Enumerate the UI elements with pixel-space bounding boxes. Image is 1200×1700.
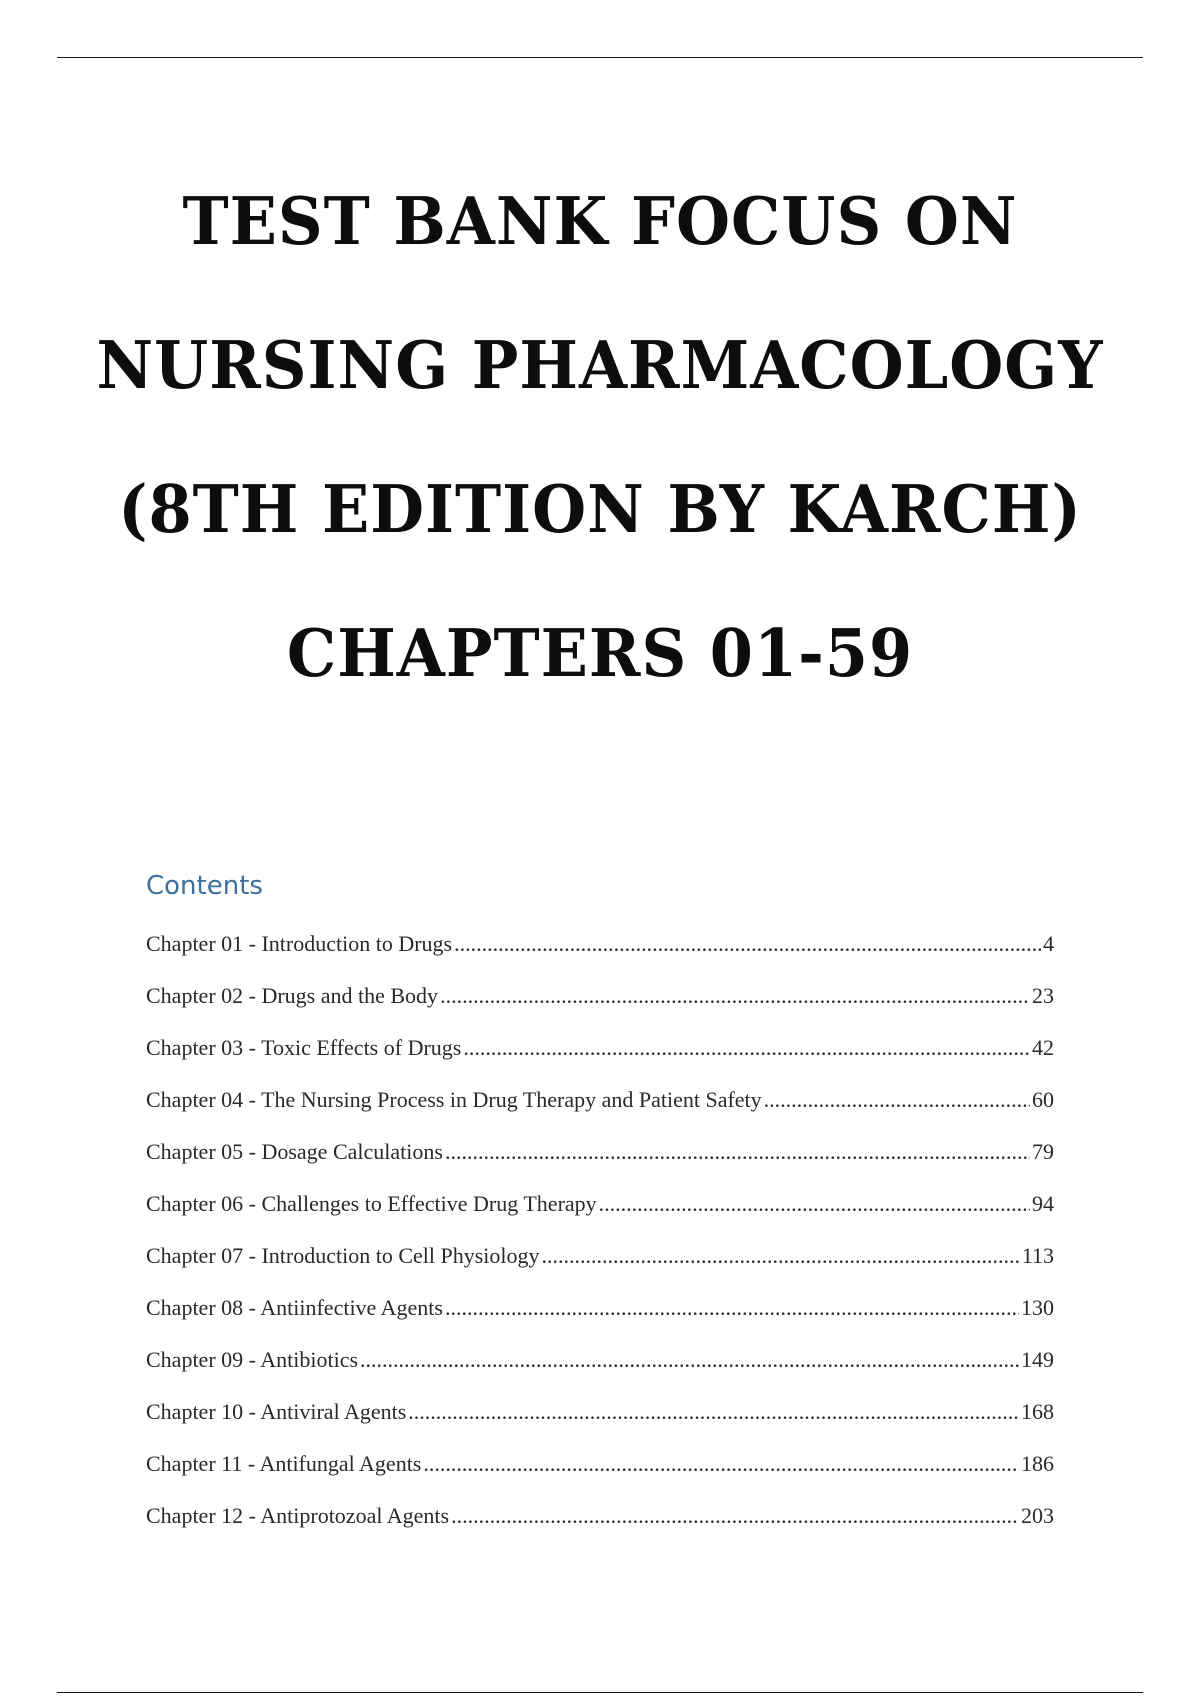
toc-entry-chapter-03[interactable] [146,1022,1054,1074]
toc-entry-label: Chapter 11 - Antifungal Agents [146,1451,422,1476]
title-line-4: CHAPTERS 01-59 [286,615,914,692]
toc-dot-leader [440,970,1030,1022]
toc-entry-chapter-04[interactable] [146,1074,1054,1126]
toc-entry-page: 94 [1032,1191,1054,1216]
toc-entry-label: Chapter 01 - Introduction to Drugs [146,931,453,956]
toc-entry-page: 23 [1032,983,1054,1008]
toc-entry-chapter-07[interactable] [146,1230,1054,1282]
toc-entry-chapter-09[interactable] [146,1334,1054,1386]
toc-dot-leader [445,1126,1030,1178]
toc-dot-leader [542,1230,1020,1282]
toc-entry-page: 130 [1021,1295,1054,1320]
toc-entry-chapter-11[interactable] [146,1438,1054,1490]
toc-entry-chapter-02[interactable] [146,970,1054,1022]
table-of-contents [146,868,1054,1542]
toc-entry-page: 186 [1021,1451,1054,1476]
header-rule [57,57,1143,58]
toc-dot-leader [764,1074,1030,1126]
toc-entry-page: 42 [1032,1035,1054,1060]
toc-entry-page: 113 [1021,1243,1054,1268]
title-line-1: TEST BANK FOCUS ON [182,183,1018,260]
toc-entry-label: Chapter 12 - Antiprotozoal Agents [146,1503,450,1528]
toc-entry-page: 60 [1032,1087,1054,1112]
toc-dot-leader [445,1282,1019,1334]
toc-entry-label: Chapter 03 - Toxic Effects of Drugs [146,1035,462,1060]
toc-entry-chapter-01[interactable] [146,918,1054,970]
toc-entry-label: Chapter 06 - Challenges to Effective Drug Therapy [146,1191,597,1216]
toc-entry-label: Chapter 02 - Drugs and the Body [146,983,439,1008]
document-title [0,150,1200,726]
toc-entry-chapter-10[interactable] [146,1386,1054,1438]
toc-entry-label: Chapter 05 - Dosage Calculations [146,1139,443,1164]
toc-entry-chapter-05[interactable] [146,1126,1054,1178]
toc-entry-label: Chapter 08 - Antiinfective Agents [146,1295,443,1320]
toc-entry-page: 203 [1021,1503,1054,1528]
toc-entry-chapter-06[interactable] [146,1178,1054,1230]
toc-dot-leader [599,1178,1030,1230]
toc-entry-chapter-12[interactable] [146,1490,1054,1542]
toc-dot-leader [408,1386,1019,1438]
toc-entry-chapter-08[interactable] [146,1282,1054,1334]
toc-entry-label: Chapter 09 - Antibiotics [146,1347,359,1372]
toc-dot-leader [423,1438,1019,1490]
title-line-3: (8TH EDITION BY KARCH) [118,471,1082,548]
toc-dot-leader [451,1490,1019,1542]
toc-list [146,918,1054,1542]
footer-rule [57,1692,1143,1693]
toc-entry-label: Chapter 04 - The Nursing Process in Drug Therapy and Patient Safety [146,1087,762,1112]
toc-dot-leader [463,1022,1030,1074]
toc-entry-label: Chapter 07 - Introduction to Cell Physiology [146,1243,540,1268]
toc-entry-page: 4 [1043,931,1054,956]
toc-dot-leader [360,1334,1019,1386]
title-line-2: NURSING PHARMACOLOGY [96,327,1104,404]
toc-entry-label: Chapter 10 - Antiviral Agents [146,1399,407,1424]
toc-heading: Contents [146,871,263,901]
toc-entry-page: 168 [1021,1399,1054,1424]
toc-dot-leader [454,918,1041,970]
toc-entry-page: 149 [1021,1347,1054,1372]
toc-entry-page: 79 [1032,1139,1054,1164]
